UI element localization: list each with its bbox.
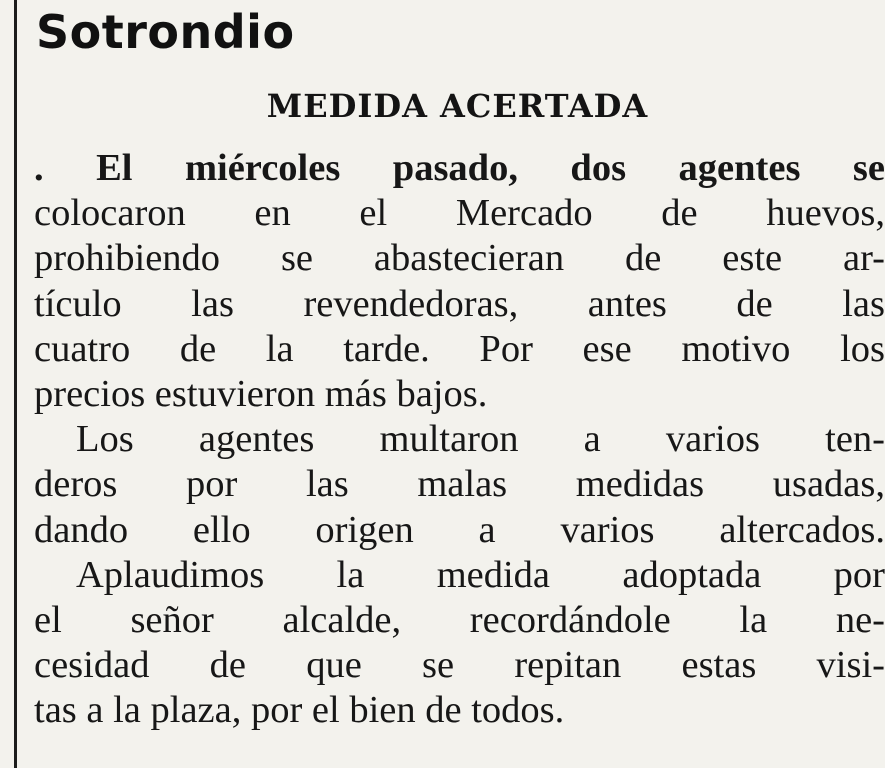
- body-line: colocaron en el Mercado de huevos,: [34, 192, 885, 235]
- body-line: tículo las revendedoras, antes de las: [34, 282, 885, 325]
- body-line: Los agentes multaron a varios ten-: [76, 418, 885, 461]
- body-line: tas a la plaza, por el bien de todos.: [34, 689, 565, 732]
- article-subheading: MEDIDA ACERTADA: [266, 87, 649, 125]
- body-line: precios estuvieron más bajos.: [34, 372, 488, 415]
- article-body: [34, 146, 885, 733]
- article-heading: Sotrondio: [36, 5, 295, 59]
- body-line: . El miércoles pasado, dos agentes se: [34, 147, 885, 189]
- body-line: el señor alcalde, recordándole la ne-: [34, 598, 885, 641]
- body-line: deros por las malas medidas usadas,: [34, 463, 885, 506]
- body-line: cuatro de la tarde. Por ese motivo los: [34, 327, 885, 370]
- body-line: Aplaudimos la medida adoptada por: [76, 553, 885, 596]
- body-line: prohibiendo se abastecieran de este ar-: [34, 237, 885, 280]
- body-line: dando ello origen a varios altercados.: [34, 508, 885, 551]
- body-line: cesidad de que se repitan estas visi-: [34, 644, 885, 687]
